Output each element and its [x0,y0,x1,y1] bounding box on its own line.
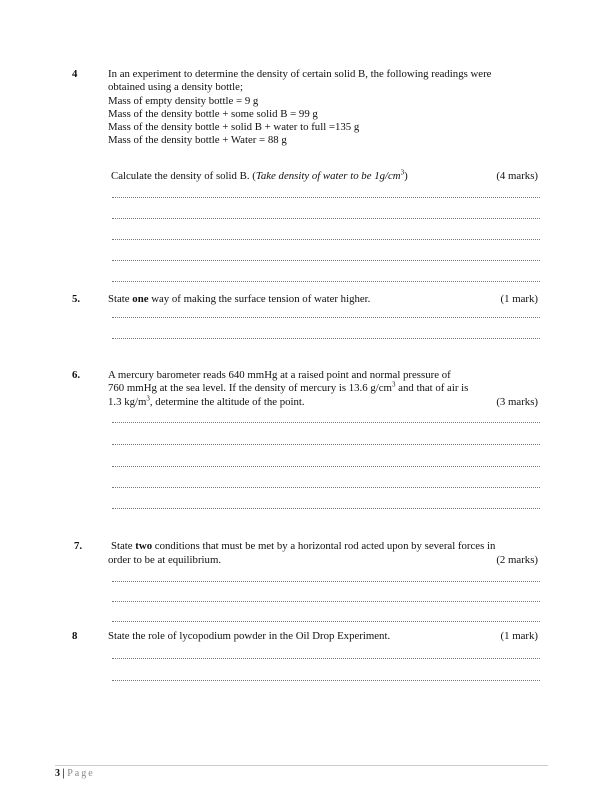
text: , determine the altitude of the point. [149,396,305,408]
text: State [108,293,133,305]
emphasis: two [135,540,153,552]
answer-line[interactable] [112,487,540,488]
answer-line[interactable] [112,197,540,198]
prompt-italic: Take density of water to be 1g/cm [255,170,401,182]
question-text: In an experiment to determine the density of certain solid B, the following readings were [108,68,492,80]
question-number: 4 [72,68,78,80]
answer-line[interactable] [112,281,540,282]
answer-line[interactable] [112,466,540,467]
answer-line[interactable] [112,239,540,240]
question-number: 7. [74,540,83,552]
superscript: 3 [391,380,396,389]
answer-line[interactable] [112,601,540,602]
answer-line[interactable] [112,680,540,681]
emphasis: one [132,293,149,305]
question-number: 6. [72,369,81,381]
answer-line[interactable] [112,317,540,318]
question-prompt [111,170,408,183]
question-text: obtained using a density bottle; [108,81,243,93]
marks-label: (1 mark) [500,630,538,642]
question-number: 8 [72,630,78,642]
text: 760 mmHg at the sea level. If the density of mercury is 13.6 g/cm [108,382,392,394]
page-number: 3 [55,768,60,779]
answer-line[interactable] [112,444,540,445]
superscript: 3 [400,168,405,177]
text: State [111,540,136,552]
answer-line[interactable] [112,658,540,659]
answer-line[interactable] [112,422,540,423]
text: and that of air is [395,382,469,394]
answer-line[interactable] [112,581,540,582]
answer-line[interactable] [112,508,540,509]
marks-label: (3 marks) [496,396,538,408]
answer-line[interactable] [112,260,540,261]
footer-divider [55,765,548,766]
text: 1.3 kg/m [108,396,147,408]
reading: Mass of the density bottle + Water = 88 g [108,134,287,146]
text: way of making the surface tension of water higher. [148,293,371,305]
question-text [111,540,495,553]
question-text [108,396,305,409]
page-word: Page [67,768,95,779]
text: conditions that must be met by a horizontal rod acted upon by several forces in [152,540,496,552]
question-number: 5. [72,293,81,305]
marks-label: (4 marks) [496,170,538,182]
question-text: State the role of lycopodium powder in the Oil Drop Experiment. [108,630,391,642]
marks-label: (2 marks) [496,554,538,566]
prompt-end: ) [404,170,408,182]
answer-line[interactable] [112,621,540,622]
question-text: order to be at equilibrium. [108,554,222,566]
question-text [108,293,370,306]
separator: | [60,768,68,779]
answer-line[interactable] [112,338,540,339]
question-text: A mercury barometer reads 640 mmHg at a raised point and normal pressure of [108,369,451,381]
question-text [108,382,468,395]
reading: Mass of empty density bottle = 9 g [108,95,259,107]
reading: Mass of the density bottle + some solid B = 99 g [108,108,318,120]
superscript: 3 [146,394,150,403]
marks-label: (1 mark) [500,293,538,305]
prompt-text: Calculate the density of solid B. ( [111,170,256,182]
reading: Mass of the density bottle + solid B + water to full =135 g [108,121,360,133]
page-footer [55,768,95,779]
answer-line[interactable] [112,218,540,219]
